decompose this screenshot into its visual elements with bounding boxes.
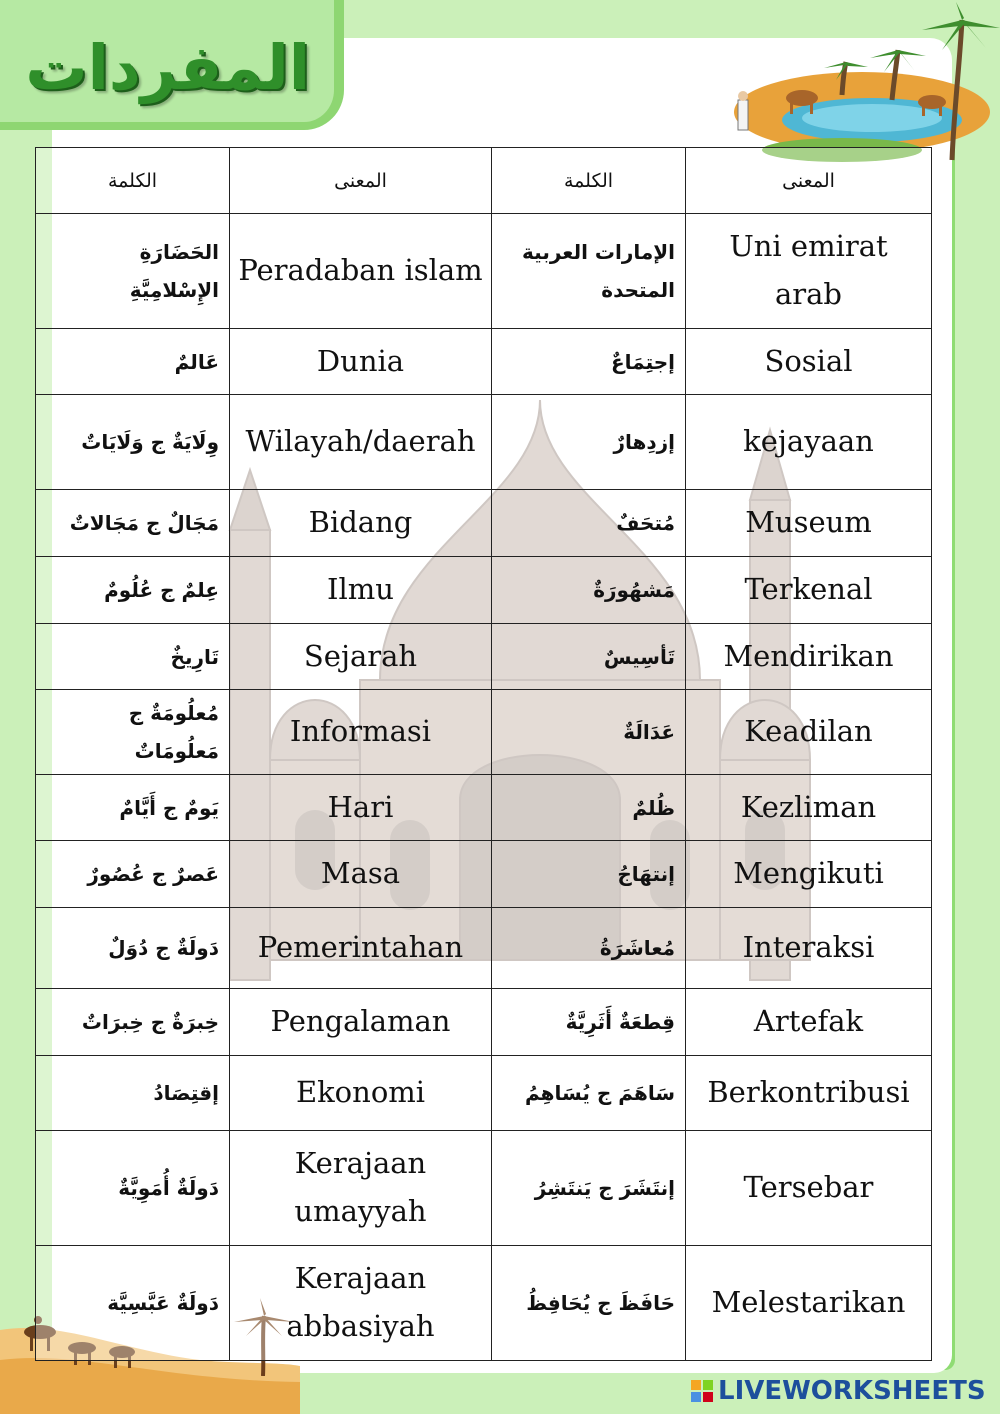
meaning-cell: Mendirikan	[686, 624, 932, 690]
arabic-word-cell: عَصرٌ ج عُصُورٌ	[36, 841, 230, 908]
meaning-cell: Kezliman	[686, 775, 932, 841]
header-meaning-1: المعنى	[230, 148, 492, 214]
table-row	[36, 1246, 932, 1361]
liveworksheets-logo-icon	[690, 1379, 714, 1403]
page-title: المفردات	[25, 31, 310, 104]
arabic-word-cell: إقتِصَادُ	[36, 1056, 230, 1131]
table-row	[36, 490, 932, 557]
arabic-word-cell: وِلَايَةٌ ج وَلَايَاتٌ	[36, 395, 230, 490]
meaning-cell: Melestarikan	[686, 1246, 932, 1361]
arabic-word-cell: دَولَةٌ ج دُوَلٌ	[36, 908, 230, 989]
vocabulary-table	[35, 147, 932, 1361]
arabic-word-cell: مُعاشَرَةُ	[492, 908, 686, 989]
arabic-word-cell: إنتهَاجُ	[492, 841, 686, 908]
header-word-1: الكلمة	[36, 148, 230, 214]
table-row	[36, 1056, 932, 1131]
meaning-cell: Informasi	[230, 690, 492, 775]
arabic-word-cell: مَجَالٌ ج مَجَالاتٌ	[36, 490, 230, 557]
arabic-word-cell: سَاهَمَ ج يُسَاهِمُ	[492, 1056, 686, 1131]
table-row	[36, 624, 932, 690]
oasis-illustration	[722, 0, 1000, 170]
arabic-word-cell: تَأسِيسٌ	[492, 624, 686, 690]
arabic-word-cell: تَارِيخٌ	[36, 624, 230, 690]
arabic-word-cell: عَالمٌ	[36, 329, 230, 395]
arabic-word-cell: إجتِمَاعٌ	[492, 329, 686, 395]
arabic-word-cell: حَافَظَ ج يُحَافِظُ	[492, 1246, 686, 1361]
meaning-cell: Bidang	[230, 490, 492, 557]
meaning-cell: Pengalaman	[230, 989, 492, 1056]
arabic-word-cell: يَومٌ ج أَيَّامٌ	[36, 775, 230, 841]
meaning-cell: Sejarah	[230, 624, 492, 690]
meaning-cell: Ilmu	[230, 557, 492, 624]
table-row	[36, 908, 932, 989]
arabic-word-cell: الحَضَارَةِ الإِسْلامِيَّةِ	[36, 214, 230, 329]
table-row	[36, 214, 932, 329]
table-row	[36, 557, 932, 624]
meaning-cell: Uni emirat arab	[686, 214, 932, 329]
table-row	[36, 775, 932, 841]
arabic-word-cell: الإمارات العربية المتحدة	[492, 214, 686, 329]
meaning-cell: Interaksi	[686, 908, 932, 989]
arabic-word-cell: عِلمٌ ج عُلُومٌ	[36, 557, 230, 624]
meaning-cell: Kerajaan umayyah	[230, 1131, 492, 1246]
brand-text: LIVEWORKSHEETS	[718, 1376, 986, 1406]
table-row	[36, 329, 932, 395]
meaning-cell: Pemerintahan	[230, 908, 492, 989]
meaning-cell: Museum	[686, 490, 932, 557]
meaning-cell: Mengikuti	[686, 841, 932, 908]
arabic-word-cell: قِطعَةٌ أَثَرِيَّةٌ	[492, 989, 686, 1056]
table-row	[36, 1131, 932, 1246]
table-row	[36, 395, 932, 490]
arabic-word-cell: دَولَةٌ أُمَوِيَّةٌ	[36, 1131, 230, 1246]
meaning-cell: Keadilan	[686, 690, 932, 775]
arabic-word-cell: خِبرَةٌ ج خِبرَاتٌ	[36, 989, 230, 1056]
table-header-row	[36, 148, 932, 214]
arabic-word-cell: مُعلُومَةٌ ج مَعلُومَاتٌ	[36, 690, 230, 775]
meaning-cell: Terkenal	[686, 557, 932, 624]
table-row	[36, 690, 932, 775]
arabic-word-cell: دَولَةٌ عَبَّسِيَّة	[36, 1246, 230, 1361]
meaning-cell: kejayaan	[686, 395, 932, 490]
meaning-cell: Wilayah/daerah	[230, 395, 492, 490]
arabic-word-cell: مُتحَفٌ	[492, 490, 686, 557]
meaning-cell: Dunia	[230, 329, 492, 395]
table-row	[36, 989, 932, 1056]
meaning-cell: Masa	[230, 841, 492, 908]
arabic-word-cell: عَدَالَةٌ	[492, 690, 686, 775]
meaning-cell: Kerajaan abbasiyah	[230, 1246, 492, 1361]
meaning-cell: Sosial	[686, 329, 932, 395]
meaning-cell: Berkontribusi	[686, 1056, 932, 1131]
arabic-word-cell: ظُلمٌ	[492, 775, 686, 841]
meaning-cell: Artefak	[686, 989, 932, 1056]
meaning-cell: Peradaban islam	[230, 214, 492, 329]
arabic-word-cell: إزدِهارٌ	[492, 395, 686, 490]
meaning-cell: Tersebar	[686, 1131, 932, 1246]
arabic-word-cell: إنتَشَرَ ج يَنتَشِرُ	[492, 1131, 686, 1246]
meaning-cell: Hari	[230, 775, 492, 841]
meaning-cell: Ekonomi	[230, 1056, 492, 1131]
liveworksheets-brand	[690, 1374, 990, 1408]
table-row	[36, 841, 932, 908]
header-word-2: الكلمة	[492, 148, 686, 214]
arabic-word-cell: مَشهُورَةٌ	[492, 557, 686, 624]
header-meaning-2: المعنى	[686, 148, 932, 214]
